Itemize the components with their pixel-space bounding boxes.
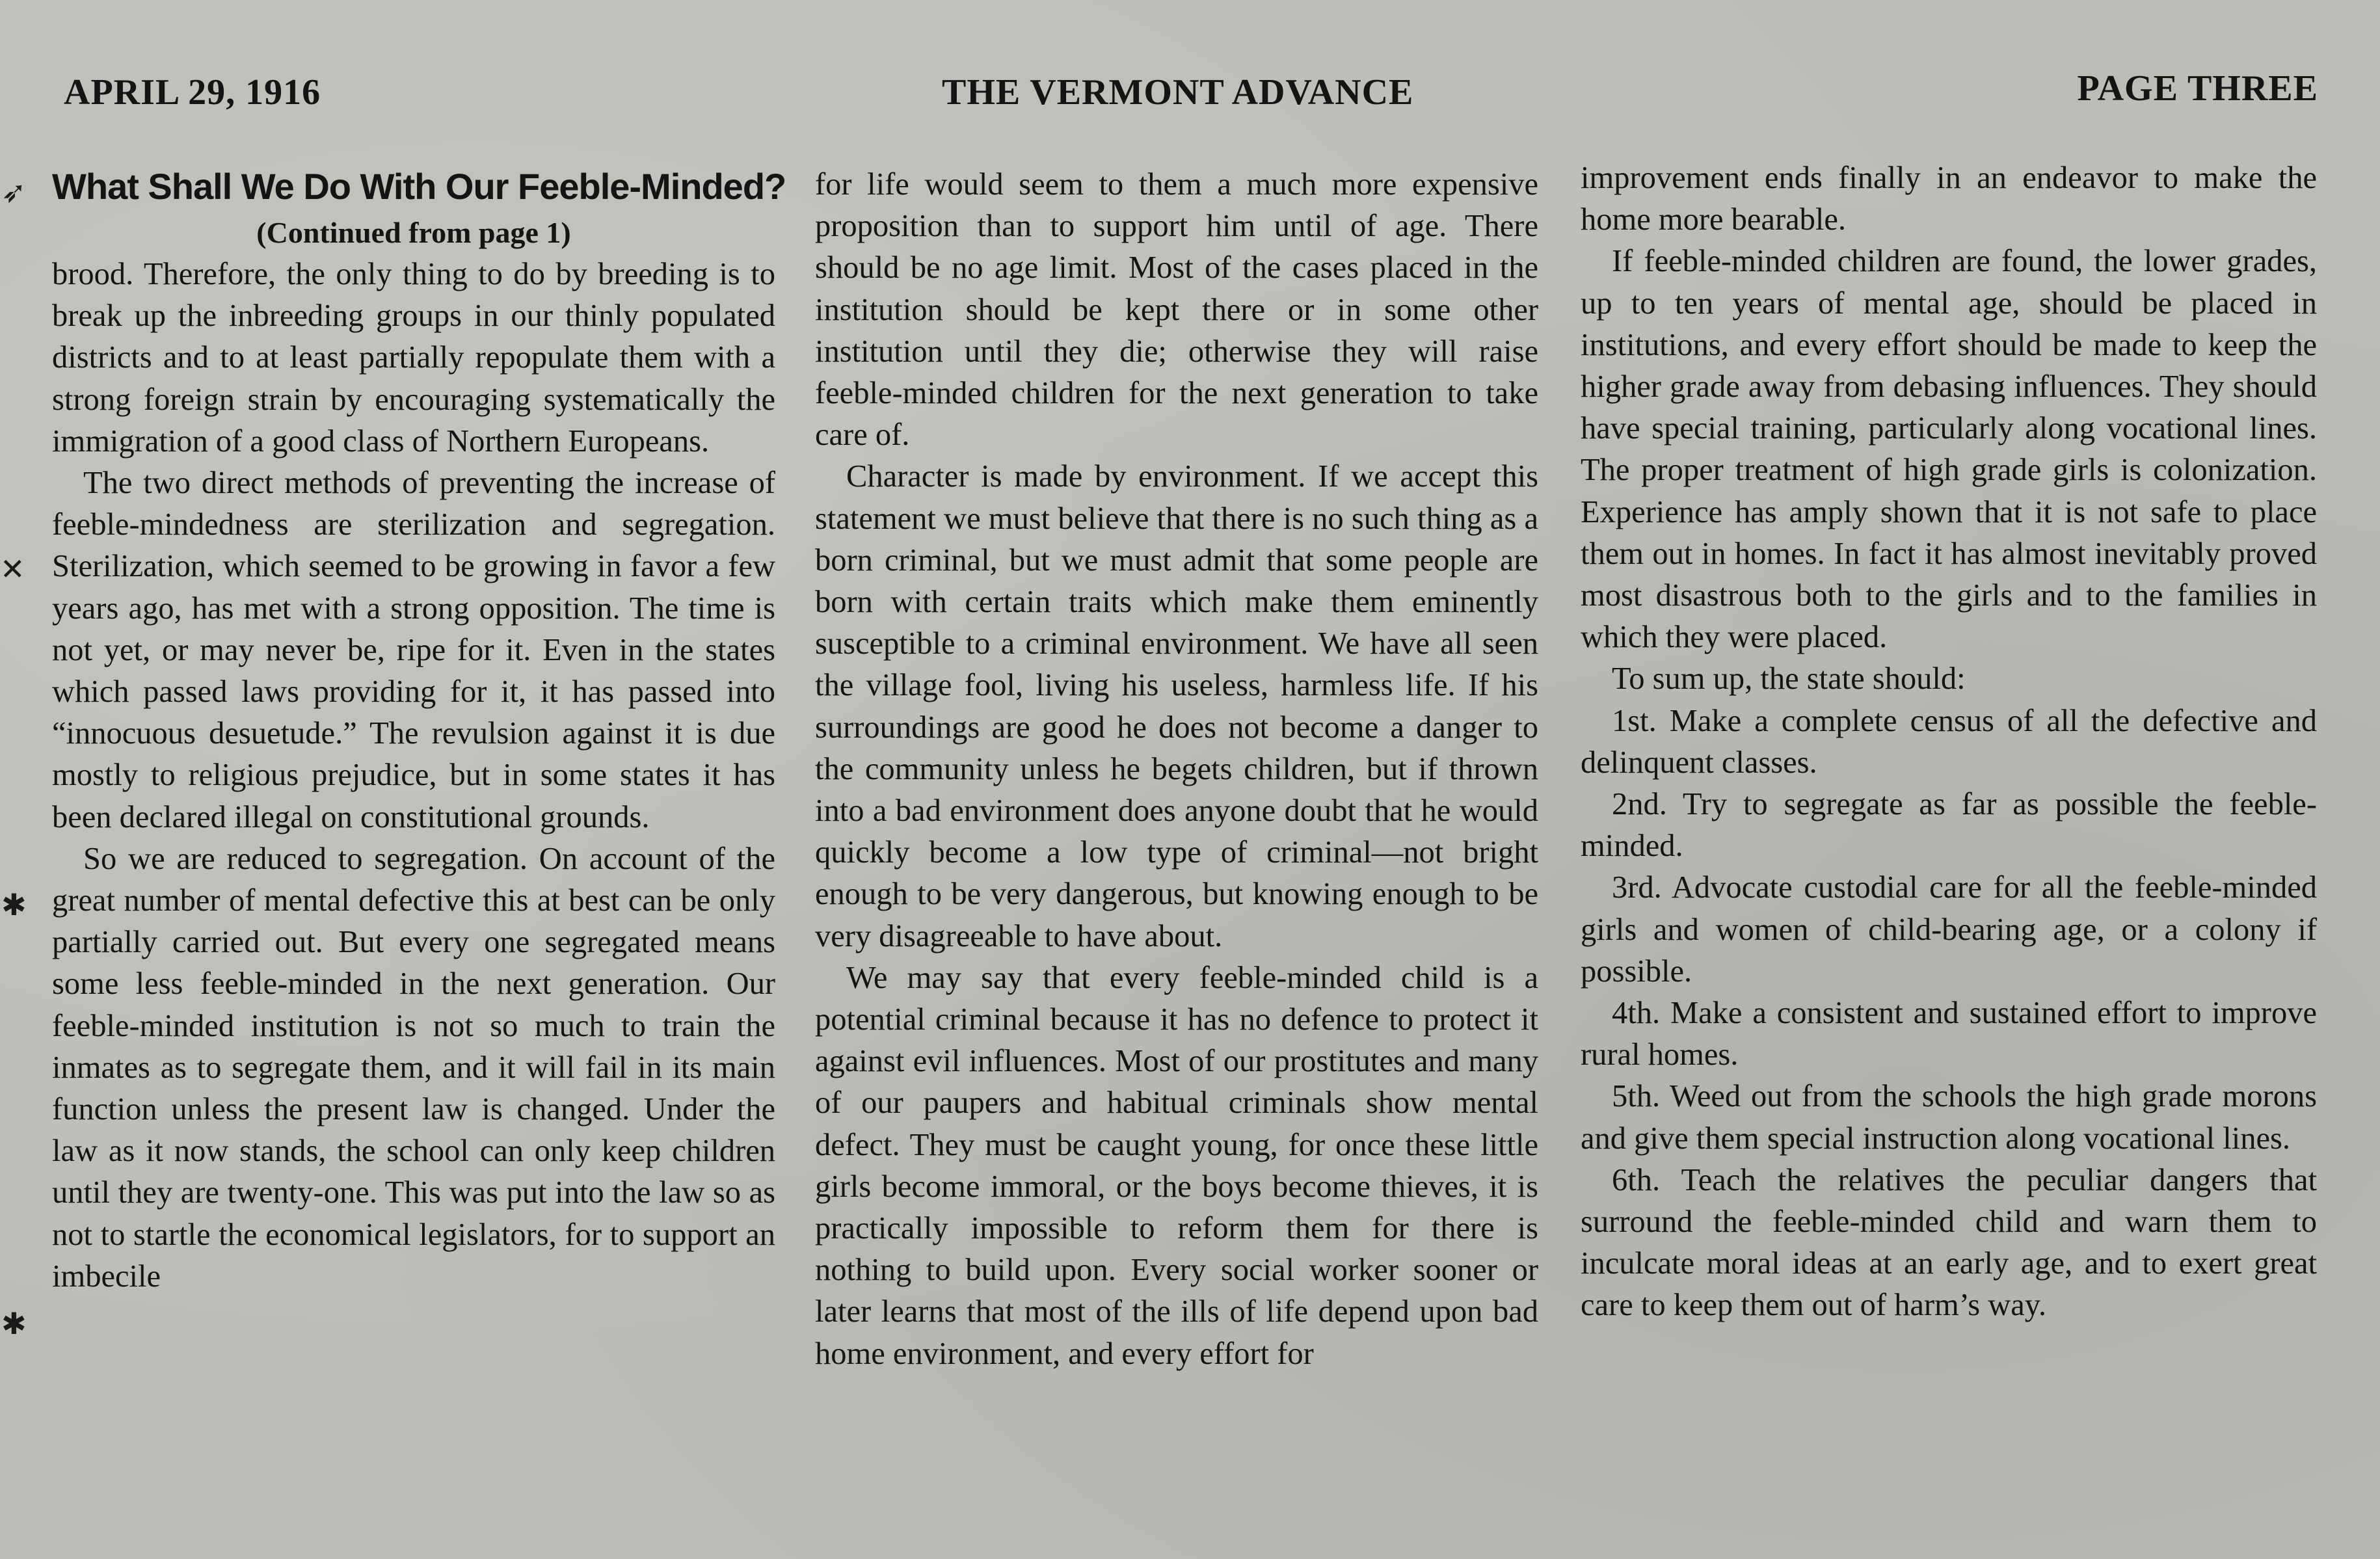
paragraph: for life would seem to them a much more expensive proposition than to support him until of age. There should be no age limit. Most of the cases placed in the institution should be kept there or in some other institution until they die; otherwise they will raise feeble-minded children for the next generation to take care of. [815,167,1538,453]
issue-date: APRIL 29, 1916 [64,72,321,113]
article-column-2 [815,164,1538,1375]
paragraph: If feeble-minded children are found, the lower grades, up to ten years of mental age, should be placed in institutions, and every effort should be made to keep the higher grade away from debasing influences. They should have special training, particularly along vocational lines. The proper treatment of high grade girls is colonization. Experience has amply shown that it is not safe to place them out in homes. In fact it has almost inevitably proved most disastrous both to the girls and to the families in which they were placed. [1581,244,2317,655]
newspaper-title: THE VERMONT ADVANCE [942,72,1414,113]
paragraph: We may say that every feeble-minded child is a potential criminal because it has no defence to protect it against evil influences. Most of our prostitutes and many of our paupers and habitual criminals show mental defect. They must be caught young, for once these little girls become immoral, or the boys become thieves, it is practically impossible to reform them for there is nothing to build upon. Every social worker sooner or later learns that most of the ills of life depend upon bad home environment, and every effort for [815,960,1538,1371]
margin-star-mark: ✱ [1,1306,27,1341]
margin-star-mark: ✱ [1,887,27,922]
list-item: 5th. Weed out from the schools the high grade morons and give them special instruction along vocational lines. [1581,1079,2317,1156]
paragraph: Character is made by environment. If we accept this statement we must believe that there is no such thing as a born criminal, but we must admit that some people are born with certain traits which make them eminently susceptible to a criminal environment. We have all seen the village fool, living his useless, harmless life. If his surroundings are good he does not become a danger to the community unless he begets children, but if thrown into a bad environment does anyone doubt that he would quickly become a low type of criminal—not bright enough to be very dangerous, but knowing enough to be very disagreeable to have about. [815,459,1538,953]
list-item: 3rd. Advocate custodial care for all the feeble-minded girls and women of child-bearing age, or a colony if possible. [1581,870,2317,989]
list-item: 4th. Make a consistent and sustained effort to improve rural homes. [1581,996,2317,1073]
article-headline: What Shall We Do With Our Feeble-Minded? [52,166,786,207]
page-number: PAGE THREE [2077,68,2318,109]
paragraph: brood. Therefore, the only thing to do by breeding is to break up the inbreeding groups in our thinly populated districts and to at least partially repopulate them with a strong foreign strain by encouraging systematically the immigration of a good class of Northern Europeans. [52,257,775,459]
paragraph: To sum up, the state should: [1612,661,1966,697]
paragraph: improvement ends finally in an endeavor to make the home more bearable. [1581,161,2317,237]
margin-arrow-mark: ➶ [1,174,27,209]
paragraph: The two direct methods of preventing the increase of feeble-mindedness are sterilization and segregation. Sterilization, which seemed to be growing in favor a few years ago, has met with a strong opposition. The time is not yet, or may never be, ripe for it. Even in the states which passed laws providing for it, it has passed into “innocuous desuetude.” The revulsion against it is due mostly to religious prejudice, but in some states it has been declared illegal on constitutional grounds. [52,466,775,834]
margin-x-mark: ✕ [0,552,25,587]
article-column-3 [1581,157,2317,1327]
list-item: 6th. Teach the relatives the peculiar dangers that surround the feeble-minded child and warn them to inculcate moral ideas at an early age, and to exert great care to keep them out of harm’s way. [1581,1162,2317,1323]
list-item: 2nd. Try to segregate as far as possible the feeble-minded. [1581,787,2317,864]
masthead [0,68,2380,117]
article-subhead: (Continued from page 1) [256,216,571,249]
paragraph: So we are reduced to segregation. On account of the great number of mental defective this at best can be only partially carried out. But every one segregated means some less feeble-minded in the next generation. Our feeble-minded institution is not so much to train the inmates as to segregate them, and it will fail in its main function unless the present law is changed. Under the law as it now stands, the school can only keep children until they are twenty-one. This was put into the law so as not to startle the economical legislators, for to support an imbecile [52,841,775,1294]
article-column-1 [52,164,786,1298]
list-item: 1st. Make a complete census of all the defective and delinquent classes. [1581,703,2317,780]
